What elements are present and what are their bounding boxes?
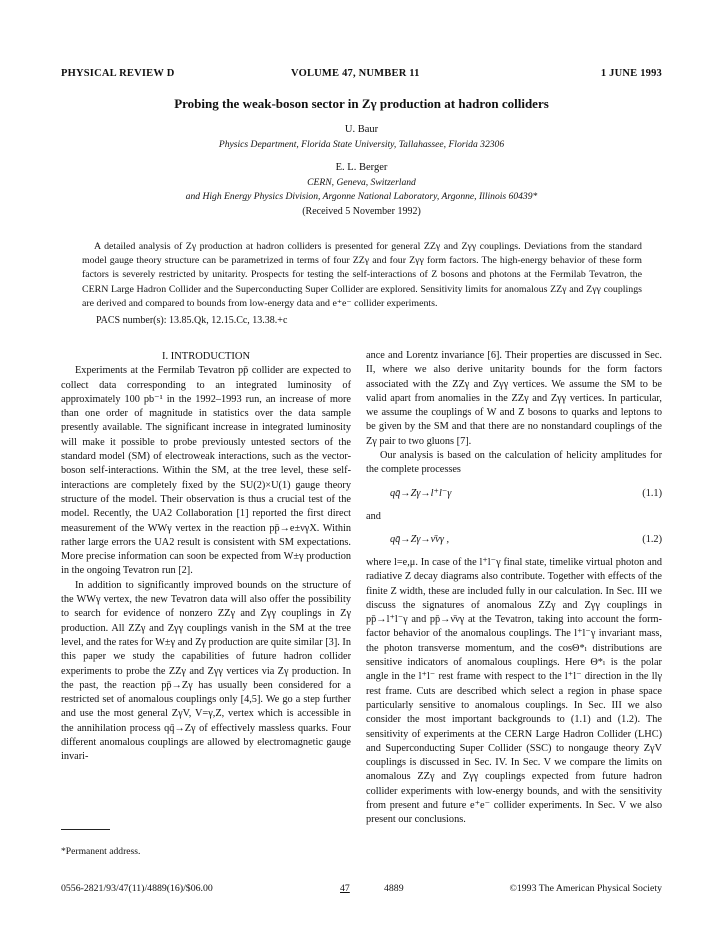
running-head <box>61 68 662 82</box>
body-paragraph: where l=e,μ. In case of the l⁺l⁻γ final state, timelike virtual photon and radiative Z decay diagrams also contribute. Together with effects of the finite Z width, these are included fully in our calculation. In Sec. III we discuss the signatures of anomalous ZZγ and Zγγ couplings in pp̄→l⁺l⁻γ and pp̄→ν̄νγ at the Tevatron, taking into account the form-factor behavior of the anomalous couplings. The l⁺l⁻γ invariant mass, the photon transverse momentum, and the cosΘ*ₗ distributions are sensitive indicators of anomalous couplings. Here Θ*ₗ is the polar angle in the l⁺l⁻ rest frame with respect to the l⁺l⁻ direction in the llγ rest frame. Cuts are described which select a region in phase space particularly sensitive to anomalous couplings. In Sec. III we also consider the most important backgrounds to (1.1) and (1.2). The sensitivity of experiments at the CERN Large Hadron Collider (LHC) and Superconducting Super Collider (SSC) to nongauge theory ZγV couplings is discussed in Sec. IV. In Sec. V we compare the limits on anomalous ZZγ and Zγγ couplings expected from future hadron collider experiments with low-energy bounds, and with the sensitivity from present and future e⁺e⁻ collider experiments. In Sec. V we also present our conclusions. <box>366 556 662 826</box>
body-paragraph: Experiments at the Fermilab Tevatron pp̄ collider are expected to collect data corresponding to an integrated luminosity of approximately 100 pb⁻¹ in the 1992–1993 run, an increase of more than one order of magnitude in statistics over the data sample presently available. The significant increase in integrated luminosity will make it possible to probe previously untested sectors of the standard model (SM) of electroweak interactions, such as the vector-boson self-interactions. Within the SM, at the tree level, these self-interactions are completely fixed by the SU(2)×U(1) gauge theory structure of the model. Their observation is thus a crucial test of the model. Recently, the UA2 Collaboration [1] reported the first direct measurement of the WWγ vertex in the reaction pp̄→e±νγX. Within rather large errors the UA2 result is consistent with SM expectations. More precise information can soon be expected from W±γ production in the ongoing Tevatron run [2]. <box>61 365 351 577</box>
pacs-numbers: PACS number(s): 13.85.Qk, 12.15.Cc, 13.38.+c <box>96 315 288 326</box>
body-paragraph: In addition to significantly improved bounds on the structure of the WWγ vertex, the new Tevatron data will also offer the possibility to search for evidence of nonzero ZZγ and Zγγ couplings in Zγ production. All ZZγ and Zγγ couplings vanish in the SM at the tree level, and the rates for W±γ and Zγ production are quite similar [3]. In this paper we study the capabilities of future hadron collider experiments to probe the ZZγ and Zγγ vertices via Zγ production. In the past, the reaction pp̄→Zγ has usually been considered for a restricted set of anomalous couplings only [4,5]. We go a step further and use the most general ZγV, V=γ,Z, vertex which is accessible in the annihilation process qq̄→Zγ of effectively massless quarks. Four different anomalous couplings are allowed by electromagnetic gauge invari- <box>61 579 351 763</box>
author-name: E. L. Berger <box>335 162 388 173</box>
author-name: U. Baur <box>344 124 379 135</box>
body-paragraph: ance and Lorentz invariance [6]. Their properties are discussed in Sec. II, where we also derive unitarity bounds for the form factors associated with the ZZγ and Zγγ vertices. We assume the SM to be valid apart from anomalies in the ZZγ and Zγγ vertices. In particular, we assume the couplings of W and Z bosons to quarks and leptons to be given by the SM and that there are no nonstandard couplings of the Zγ pair to two gluons [7]. <box>366 350 662 447</box>
footer-volume: 47 <box>340 883 350 894</box>
equation <box>366 487 662 501</box>
footnote: *Permanent address. <box>61 846 141 857</box>
article-code: 0556-2821/93/47(11)/4889(16)/$06.00 <box>61 883 213 894</box>
author-affiliation: Physics Department, Florida State University, Tallahassee, Florida 32306 <box>218 139 505 150</box>
copyright: ©1993 The American Physical Society <box>509 883 662 894</box>
author-affiliation: and High Energy Physics Division, Argonne National Laboratory, Argonne, Illinois 60439* <box>185 191 538 202</box>
right-column <box>366 349 662 828</box>
equation-number: (1.1) <box>642 487 662 499</box>
issue-date: 1 JUNE 1993 <box>600 68 662 79</box>
page-footer <box>61 883 662 897</box>
equation <box>366 533 662 547</box>
equation-expression: qq̄→Zγ→l⁺l⁻γ <box>390 487 452 499</box>
equation-expression: qq̄→Zγ→ν̄νγ , <box>390 533 450 545</box>
paper-title: Probing the weak-boson sector in Zγ production at hadron colliders <box>174 96 549 111</box>
volume-number: VOLUME 47, NUMBER 11 <box>291 68 420 79</box>
footnote-rule <box>61 829 110 830</box>
section-heading: I. INTRODUCTION <box>161 351 251 362</box>
journal-name: PHYSICAL REVIEW D <box>61 68 175 79</box>
received-date: (Received 5 November 1992) <box>302 206 421 217</box>
author-affiliation: CERN, Geneva, Switzerland <box>307 177 416 188</box>
equation-number: (1.2) <box>642 533 662 545</box>
body-paragraph: Our analysis is based on the calculation of helicity amplitudes for the complete processes <box>366 450 662 476</box>
page-number: 4889 <box>384 883 404 894</box>
connector-text: and <box>366 510 381 522</box>
abstract: A detailed analysis of Zγ production at hadron colliders is presented for general ZZγ and Zγγ couplings. Deviations from the standard model gauge theory structure can be parametrized in terms of four ZZγ and four Zγγ form factors. The high-energy behavior of these form factors is severely restricted by unitarity. Prospects for testing the self-interactions of Z bosons and photons at the Fermilab Tevatron, the CERN Large Hadron Collider and the Superconducting Super Collider are explored. Sensitivity limits for anomalous ZZγ and Zγγ couplings are derived and compared to bounds from low-energy data and e⁺e⁻ collider experiments. <box>82 241 642 309</box>
left-column <box>61 350 351 765</box>
